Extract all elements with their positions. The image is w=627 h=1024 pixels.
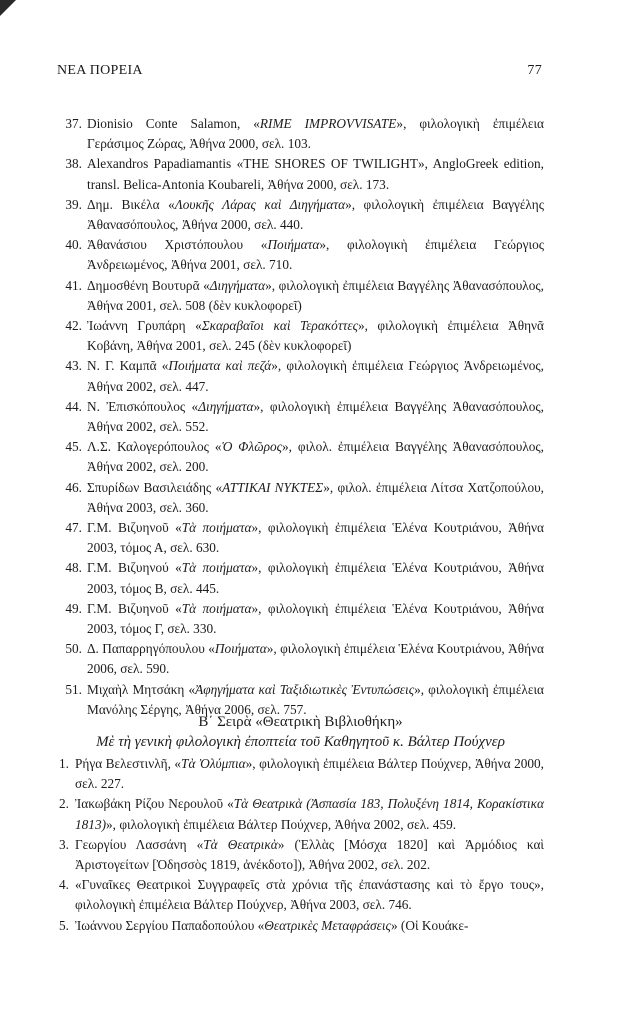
list-item: [57, 916, 544, 936]
item-citation: [87, 518, 544, 558]
item-citation: [87, 437, 544, 477]
citation-text: », φιλολογικὴ ἐπιμέλεια Ἑλένα Κουτριάνου, Ἀθήνα 2006, σελ. 590.: [87, 641, 544, 677]
work-title: RIME IMPROVVISATE: [259, 116, 397, 131]
citation-text: Λ.Σ. Καλογερόπουλος «: [87, 439, 222, 455]
citation-text: », φιλολογικὴ ἐπιμέλεια Βαγγέλης Ἀθανασόπουλος, Ἀθήνα 2001, σελ. 508 (δὲν κυκλοφορεῖ): [87, 277, 544, 313]
citation-text: Μιχαὴλ Μητσάκη «: [87, 681, 196, 697]
citation-text: Ρήγα Βελεστινλῆ, «: [75, 756, 182, 771]
list-item: [57, 356, 544, 396]
citation-text: », φιλολογικὴ ἐπιμέλεια Βαγγέλης Ἀθανασόπουλος, Ἀθήνα 2000, σελ. 440.: [87, 196, 544, 233]
item-citation: [87, 114, 544, 154]
citation-text: Γ.Μ. Βιζυηνοῦ «: [87, 520, 182, 536]
item-number: 5.: [59, 917, 69, 933]
work-title: Ἀφηγήματα καὶ Ταξιδιωτικὲς Ἐντυπώσεις: [195, 681, 415, 697]
item-citation: [75, 754, 544, 794]
list-item: [57, 599, 544, 639]
work-title: Ποιήματα: [214, 641, 267, 657]
item-citation: [87, 599, 544, 639]
page-number: 77: [527, 63, 542, 78]
citation-text: Ν. Ἐπισκόπουλος «: [87, 398, 199, 414]
list-item: [57, 518, 544, 558]
page-corner-mark: [0, 0, 16, 16]
item-citation: [75, 835, 544, 875]
item-number: 3.: [59, 836, 69, 852]
work-title: Ποιήματα καὶ πεζά: [168, 358, 272, 374]
work-title: Τὰ ποιήματα: [181, 560, 252, 576]
citation-text: Δ. Παπαρρηγόπουλου «: [87, 641, 215, 657]
citation-text: », φιλολογικὴ ἐπιμέλεια Βαγγέλης Ἀθανασόπουλος, Ἀθήνα 2002, σελ. 552.: [87, 398, 544, 435]
citation-text: Ν. Γ. Καμπᾶ «: [87, 358, 169, 374]
work-title: Λουκῆς Λάρας καὶ Διηγήματα: [174, 196, 346, 212]
citation-text: Γ.Μ. Βιζυηνού «: [87, 560, 182, 576]
series-b-subtitle: Μὲ τὴ γενικὴ φιλολογικὴ ἐποπτεία τοῦ Καθηγητοῦ κ. Βάλτερ Πούχνερ: [96, 734, 505, 750]
item-citation: [75, 794, 544, 834]
list-item: [57, 478, 544, 518]
list-item: [57, 639, 544, 679]
citation-text: », φιλολογικὴ ἐπιμέλεια Βάλτερ Πούχνερ, Ἀθήνα 2000, σελ. 227.: [75, 756, 544, 792]
list-item: [57, 114, 544, 154]
citation-text: Γ.Μ. Βιζυηνοῦ «: [87, 600, 182, 616]
series-b-title: Β΄ Σειρὰ «Θεατρικὴ Βιβλιοθήκη»: [198, 714, 403, 730]
item-number: 2.: [59, 796, 69, 812]
running-head: [57, 63, 542, 83]
work-title: Τὰ ποιήματα: [181, 520, 252, 536]
citation-text: Ἰωάννη Γρυπάρη «: [87, 318, 202, 334]
item-number: 41.: [65, 277, 82, 293]
item-number: 37.: [65, 116, 82, 131]
list-item: [57, 316, 544, 356]
list-item: [57, 437, 544, 477]
citation-text: », φιλολογικὴ ἐπιμέλεια Βάλτερ Πούχνερ, Ἀθήνα 2002, σελ. 459.: [106, 816, 457, 832]
item-citation: [87, 356, 544, 396]
citation-text: », φιλολογικὴ ἐπιμέλεια Γεώργιος Ἀνδρειωμένος, Ἀθήνα 2001, σελ. 710.: [87, 237, 545, 273]
item-number: 51.: [65, 681, 82, 697]
citation-text: Ἀθανάσιου Χριστόπουλου «: [87, 237, 268, 253]
item-citation: [87, 276, 544, 316]
item-number: 4.: [59, 877, 69, 893]
item-number: 43.: [65, 358, 82, 374]
item-number: 47.: [65, 520, 82, 536]
item-citation: [87, 316, 544, 356]
citation-text: Dionisio Conte Salamon, «: [87, 116, 260, 131]
work-title: Τὰ Ὀλύμπια: [181, 756, 246, 771]
item-citation: [87, 397, 544, 437]
list-item: [57, 235, 544, 275]
citation-text: », φιλολ. ἐπιμέλεια Βαγγέλης Ἀθανασόπουλος, Ἀθήνα 2002, σελ. 200.: [87, 439, 544, 475]
citation-text: », φιλολογικὴ ἐπιμέλεια Γεώργιος Ἀνδρειωμένος, Ἀθήνα 2002, σελ. 447.: [87, 358, 544, 394]
item-number: 38.: [65, 156, 82, 172]
list-item: [57, 276, 544, 316]
citation-text: Ἰακωβάκη Ρίζου Νερουλοῦ «: [75, 796, 234, 812]
item-citation: [87, 235, 544, 275]
citation-text: Σπυρίδων Βασιλειάδης «: [87, 479, 223, 495]
list-item: [57, 754, 544, 794]
citation-text: », φιλολογικὴ ἐπιμέλεια Ἀθηνᾶ Κοβάνη, Ἀθήνα 2001, σελ. 245 (δὲν κυκλοφορεῖ): [87, 318, 545, 354]
citation-text: », φιλολογικὴ ἐπιμέλεια Μανόλης Σέργης, Ἀθήνα 2006, σελ. 757.: [87, 681, 544, 717]
work-title: Σκαραβαῖοι καὶ Τερακόττες: [201, 318, 358, 334]
item-citation: [87, 558, 544, 598]
item-number: 40.: [65, 237, 82, 253]
item-number: 42.: [65, 318, 82, 334]
item-number: 46.: [65, 479, 82, 495]
work-title: ΑΤΤΙΚΑΙ ΝΥΚΤΕΣ: [222, 479, 324, 495]
citation-text: », φιλολ. ἐπιμέλεια Λίτσα Χατζοπούλου, Ἀθήνα 2003, σελ. 360.: [87, 479, 544, 515]
item-citation: [87, 154, 544, 194]
item-number: 50.: [65, 641, 82, 657]
item-number: 1.: [59, 756, 69, 771]
item-citation: [87, 478, 544, 518]
citation-text: », φιλολογικὴ ἐπιμέλεια Ἑλένα Κουτριάνου, Ἀθήνα 2003, τόμος Γ, σελ. 330.: [87, 600, 545, 637]
item-number: 49.: [65, 600, 82, 616]
citation-text: », φιλολογικὴ ἐπιμέλεια Γεράσιμος Ζώρας, Ἀθήνα 2000, σελ. 103.: [87, 116, 544, 152]
list-item: [57, 558, 544, 598]
item-citation: [87, 195, 544, 235]
running-head-title: ΝΕΑ ΠΟΡΕΙΑ: [57, 63, 143, 78]
citation-text: Γεωργίου Λασσάνη «: [75, 836, 204, 852]
citation-text: Ἰωάννου Σεργίου Παπαδοπούλου «: [75, 917, 265, 933]
item-citation: [75, 916, 544, 936]
citation-text: Δημ. Βικέλα «: [87, 196, 175, 212]
item-citation: [87, 639, 544, 679]
citation-text: » (Οἱ Κουάκε-: [390, 917, 469, 933]
item-number: 48.: [65, 560, 82, 576]
list-item: [57, 154, 544, 194]
work-title: Τὰ ποιήματα: [181, 600, 252, 616]
publication-list-series-a: [57, 114, 544, 720]
citation-text: Δημοσθένη Βουτυρᾶ «: [87, 277, 210, 293]
citation-text: », φιλολογικὴ ἐπιμέλεια Ἑλένα Κουτριάνου, Ἀθήνα 2003, τόμος Α, σελ. 630.: [87, 520, 545, 556]
work-title: Διηγήματα: [198, 398, 254, 414]
item-number: 39.: [65, 196, 82, 212]
work-title: Τὰ Θεατρικὰ (Ἀσπασία 183, Πολυξένη 1814, Κορακίστικα 1813): [75, 796, 544, 832]
list-item: [57, 195, 544, 235]
list-item: [57, 397, 544, 437]
work-title: Ποιήματα: [267, 237, 320, 253]
citation-text: », φιλολογικὴ ἐπιμέλεια Ἑλένα Κουτριάνου, Ἀθήνα 2003, τόμος Β, σελ. 445.: [87, 560, 545, 596]
work-title: Τὰ Θεατρικὰ: [203, 836, 278, 852]
item-citation: [75, 875, 544, 915]
item-number: 44.: [65, 398, 82, 414]
work-title: Θεατρικὲς Μεταφράσεις: [264, 917, 391, 933]
publication-list-series-b: [57, 754, 544, 936]
list-item: [57, 794, 544, 834]
item-number: 45.: [65, 439, 82, 455]
work-title: Ὁ Φλῶρος: [221, 439, 283, 455]
list-item: [57, 835, 544, 875]
list-item: [57, 875, 544, 915]
citation-text: » (Ἑλλὰς [Μόσχα 1820] καὶ Ἁρμόδιος καὶ Ἀριστογείτων [Ὀδησσὸς 1819, ἀνέκδοτο]), Ἀθήνα 2002, σελ. 202.: [75, 836, 544, 873]
citation-text: Alexandros Papadiamantis «THE SHORES OF TWILIGHT», AngloGreek edition, transl. Belica-Antonia Koubareli, Ἀθήνα 2000, σελ. 173.: [87, 156, 544, 192]
citation-text: «Γυναῖκες Θεατρικοὶ Συγγραφεῖς στὰ χρόνια τῆς ἐπανάστασης καὶ τὸ ἔργο τους», φιλολογικὴ ἐπιμέλεια Βάλτερ Πούχνερ, Ἀθήνα 2003, σελ. 746.: [75, 877, 544, 913]
work-title: Διηγήματα: [209, 277, 266, 293]
